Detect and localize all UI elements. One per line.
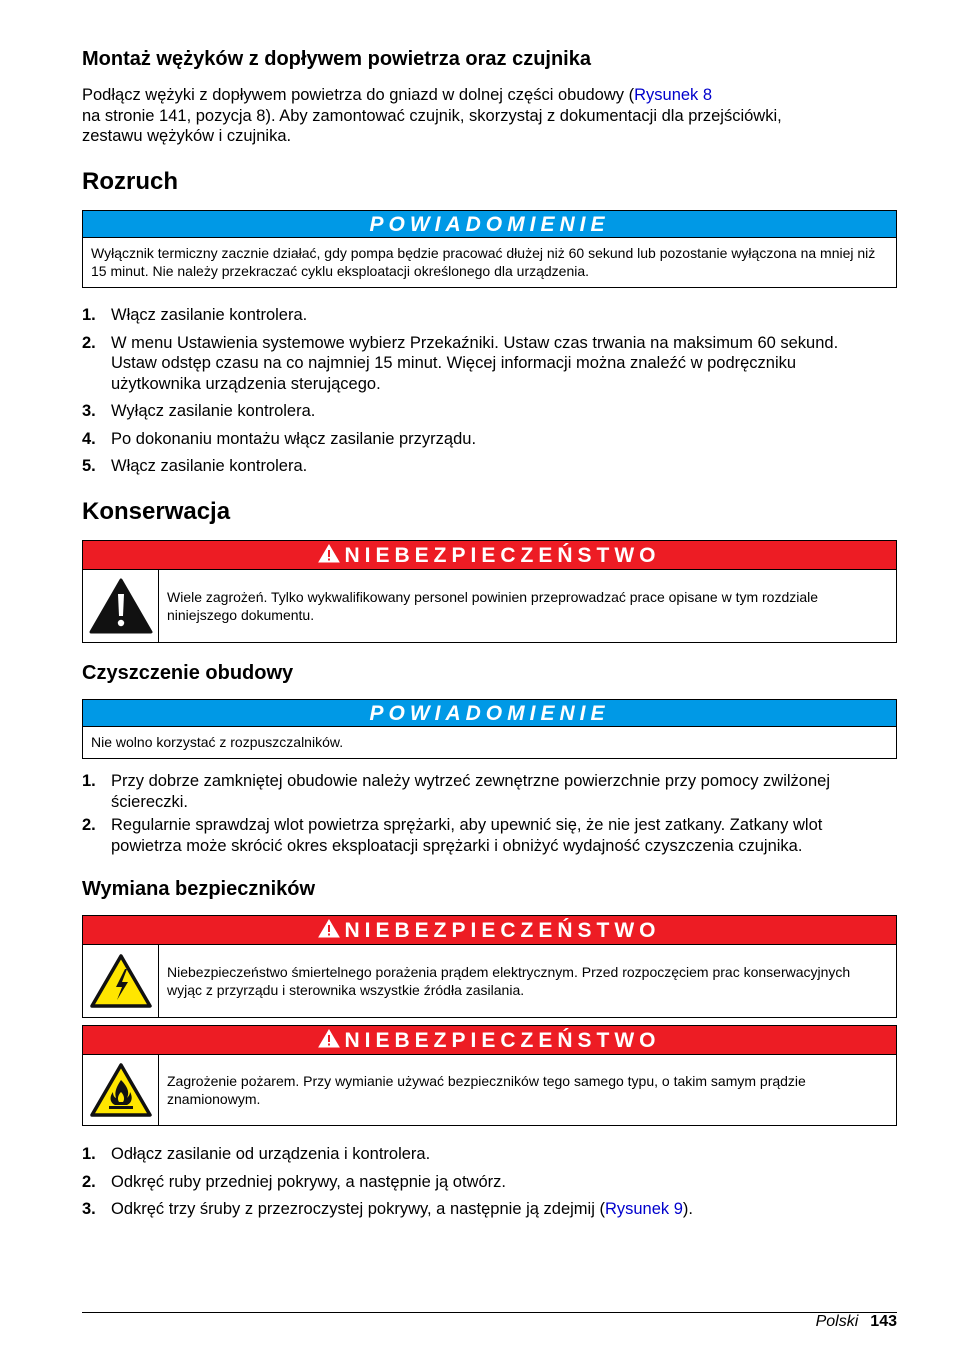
warning-triangle-icon (318, 1027, 340, 1056)
list-item: 1. Odłącz zasilanie od urządzenia i kontrolera. (82, 1145, 431, 1163)
section-heading-cleaning: Czyszczenie obudowy (82, 662, 294, 684)
warning-triangle-icon (318, 917, 340, 946)
section-heading-startup: Rozruch (82, 168, 178, 195)
notice-title: POWIADOMIENIE (83, 700, 896, 727)
danger-title: NIEBEZPIECZEŃSTWO (344, 544, 661, 567)
danger-box-electrical (82, 915, 897, 1018)
notice-text: Wyłącznik termiczny zacznie działać, gdy pompa będzie pracować dłużej niż 60 sekund lub pozostanie wyłączona na mniej niż 15 minut. Nie należy przekraczać cyklu eksploatacji określonego dla urządzenia. (91, 245, 876, 279)
page-number: 143 (870, 1313, 897, 1330)
danger-box-fire (82, 1025, 897, 1126)
cleaning-steps (82, 771, 897, 856)
list-item: 2. Odkręć ruby przedniej pokrywy, a następnie ją otwórz. (82, 1172, 506, 1191)
link-figure-8[interactable]: Rysunek 8 (634, 86, 713, 104)
notice-box-startup (82, 210, 897, 288)
danger-text: Zagrożenie pożarem. Przy wymianie używać bezpieczników tego samego typu, o takim samym prądzie znamionowym. (167, 1073, 806, 1107)
warning-triangle-icon (318, 542, 340, 571)
list-item: 3. Odkręć trzy śruby z przezroczystej pokrywy, a następnie ją zdejmij (Rysunek 9). (82, 1200, 693, 1218)
section-heading-sensor-mount: Montaż wężyków z dopływem powietrza oraz czujnika (82, 48, 591, 70)
list-item: 2. W menu Ustawienia systemowe wybierz Przekaźniki. Ustaw czas trwania na maksimum 60 sekund. Ustaw odstęp czasu na co najmniej 15 minut. Więcej informacji można znaleźć w podręczniku użytkownika urządzenia sterującego. (82, 333, 839, 393)
list-item: 1. Przy dobrze zamkniętej obudowie należy wytrzeć zewnętrzne powierzchnie przy pomocy zwilżonej ściereczki. (82, 772, 830, 811)
notice-title: POWIADOMIENIE (83, 211, 896, 238)
danger-box-maintenance (82, 540, 897, 643)
section-heading-maintenance: Konserwacja (82, 498, 231, 525)
page-footer (816, 1312, 897, 1332)
list-item: 5. Włącz zasilanie kontrolera. (82, 457, 308, 475)
footer-divider (82, 1312, 897, 1313)
notice-box-cleaning (82, 699, 897, 759)
fire-hazard-icon (83, 1055, 159, 1125)
danger-title: NIEBEZPIECZEŃSTWO (344, 919, 661, 942)
danger-text: Niebezpieczeństwo śmiertelnego porażenia prądem elektrycznym. Przed rozpoczęciem prac konserwacyjnych wyjąc z przyrządu i sterownika wszystkie źródła zasilania. (167, 964, 851, 998)
footer-language: Polski (815, 1313, 859, 1330)
list-item: 1. Włącz zasilanie kontrolera. (82, 306, 308, 324)
link-figure-9[interactable]: Rysunek 9 (604, 1200, 683, 1218)
exclamation-icon (83, 570, 159, 642)
list-item: 2. Regularnie sprawdzaj wlot powietrza sprężarki, aby upewnić się, że nie jest zatkany. Zatkany wlot powietrza może skrócić okres eksploatacji sprężarki i obniżyć wydajność czyszczenia czujnika. (82, 816, 823, 855)
sensor-mount-paragraph: Podłącz wężyki z dopływem powietrza do gniazd w dolnej części obudowy (Rysunek 8 na stronie 141, pozycja 8). Aby zamontować czujnik, skorzystaj z dokumentacji dla przejściówki, zestawu wężyków i czujnika. (82, 86, 782, 145)
section-heading-fuses: Wymiana bezpieczników (82, 878, 316, 900)
fuse-steps (82, 1144, 897, 1220)
danger-title: NIEBEZPIECZEŃSTWO (344, 1029, 661, 1052)
startup-steps (82, 305, 872, 477)
danger-text: Wiele zagrożeń. Tylko wykwalifikowany personel powinien przeprowadzać prace opisane w tym rozdziale niniejszego dokumentu. (167, 589, 819, 623)
electrical-hazard-icon (83, 945, 159, 1017)
list-item: 3. Wyłącz zasilanie kontrolera. (82, 402, 316, 420)
list-item: 4. Po dokonaniu montażu włącz zasilanie przyrządu. (82, 429, 477, 448)
notice-text: Nie wolno korzystać z rozpuszczalników. (91, 734, 344, 750)
